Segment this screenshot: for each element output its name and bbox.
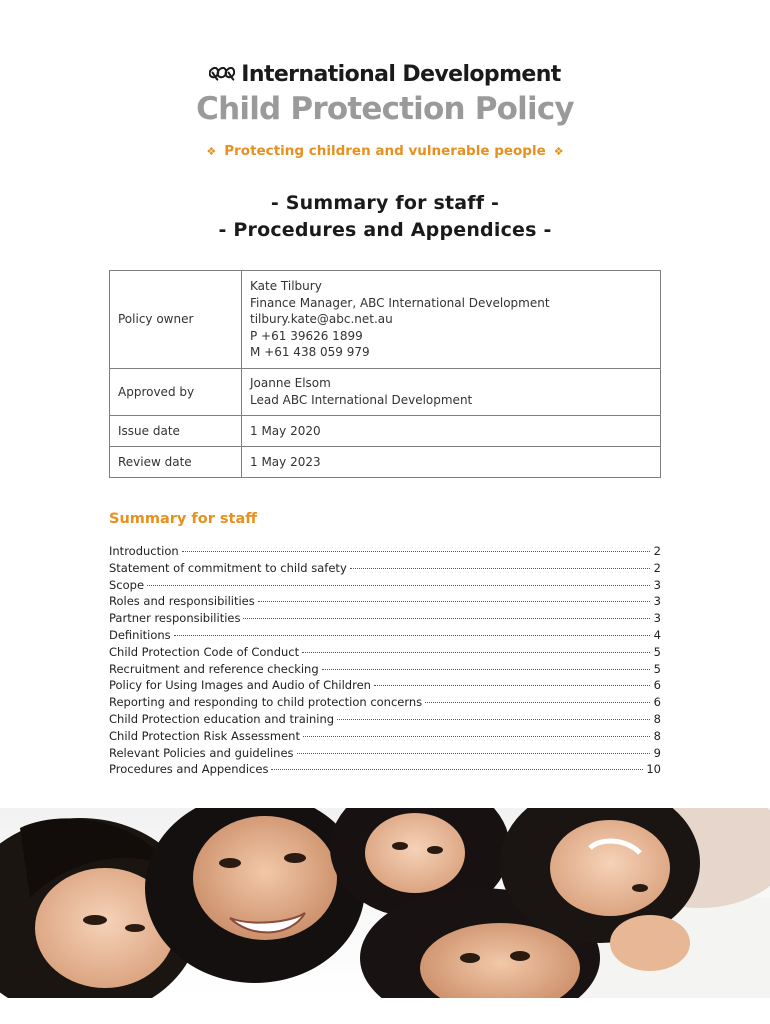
toc-item-label: Scope (109, 577, 145, 592)
owner-role: Finance Manager, ABC International Development (250, 295, 550, 310)
toc-item[interactable] (109, 611, 661, 628)
toc-item-label: Relevant Policies and guidelines (109, 745, 294, 760)
toc-leader-dots (258, 600, 650, 602)
owner-mobile: M +61 438 059 979 (250, 345, 370, 360)
toc-item[interactable] (109, 695, 661, 712)
policy-info-table (109, 270, 661, 478)
toc-item-page: 6 (653, 695, 661, 710)
toc-item-label: Definitions (109, 627, 171, 642)
toc-item-page: 8 (653, 711, 661, 726)
toc-leader-dots (243, 617, 650, 619)
approved-by-value (242, 369, 661, 416)
toc-item-label: Statement of commitment to child safety (109, 560, 347, 575)
abc-logo-icon (209, 67, 235, 83)
toc-item[interactable] (109, 561, 661, 578)
subtitle-summary: - Summary for staff - (270, 192, 500, 214)
document-header (0, 62, 770, 159)
document-title: Child Protection Policy (196, 91, 574, 127)
toc-item-label: Policy for Using Images and Audio of Children (109, 678, 371, 693)
review-date-value: 1 May 2023 (242, 447, 661, 478)
toc-item[interactable] (109, 678, 661, 695)
toc-item-page: 5 (653, 661, 661, 676)
tagline (206, 143, 563, 159)
toc-item[interactable] (109, 762, 661, 779)
owner-email: tilbury.kate@abc.net.au (250, 312, 393, 327)
toc-item-label: Introduction (109, 544, 179, 558)
toc-item[interactable] (109, 594, 661, 611)
review-date-label: Review date (110, 447, 242, 478)
toc-item-page: 2 (653, 560, 661, 575)
toc-item-label: Roles and responsibilities (109, 594, 255, 609)
toc-leader-dots (271, 768, 643, 770)
toc-item-page: 3 (653, 594, 661, 609)
toc-item-page: 6 (653, 678, 661, 693)
toc-item[interactable] (109, 746, 661, 763)
brand (209, 62, 560, 87)
toc-leader-dots (322, 668, 650, 670)
approved-by-label: Approved by (110, 369, 242, 416)
toc-leader-dots (374, 684, 650, 686)
toc-item[interactable] (109, 628, 661, 645)
table-row (110, 416, 661, 447)
toc-leader-dots (297, 752, 650, 754)
toc-item[interactable] (109, 712, 661, 729)
toc-leader-dots (350, 567, 650, 569)
toc-item[interactable] (109, 578, 661, 595)
owner-phone: P +61 39626 1899 (250, 328, 363, 343)
photo-illustration (0, 808, 770, 998)
diamond-bullet-icon: ❖ (553, 144, 564, 158)
toc-item-label: Child Protection Code of Conduct (109, 644, 300, 659)
diamond-bullet-icon: ❖ (206, 144, 217, 158)
issue-date-label: Issue date (110, 416, 242, 447)
table-row (110, 369, 661, 416)
toc-title: Summary for staff (109, 511, 257, 527)
toc-item-label: Child Protection Risk Assessment (109, 728, 300, 743)
toc-item-page: 3 (653, 577, 661, 592)
toc-item-page: 4 (653, 627, 661, 642)
toc-leader-dots (182, 550, 650, 552)
toc-item-label: Reporting and responding to child protection concerns (109, 695, 423, 710)
toc-leader-dots (302, 651, 650, 653)
table-row (110, 447, 661, 478)
toc-item-page: 8 (653, 728, 661, 743)
toc-item-page: 10 (646, 762, 661, 777)
toc-item[interactable] (109, 729, 661, 746)
toc-item-page: 5 (653, 644, 661, 659)
toc-leader-dots (337, 718, 650, 720)
table-row (110, 271, 661, 369)
table-of-contents (109, 544, 661, 779)
toc-leader-dots (147, 584, 650, 586)
toc-item-label: Recruitment and reference checking (109, 661, 319, 676)
policy-owner-label: Policy owner (110, 271, 242, 369)
brand-name: International Development (241, 62, 561, 87)
toc-item[interactable] (109, 662, 661, 679)
toc-item-page: 2 (653, 544, 661, 558)
tagline-text: Protecting children and vulnerable people (224, 143, 546, 159)
subtitle-procedures: - Procedures and Appendices - (218, 219, 552, 241)
approver-role: Lead ABC International Development (250, 393, 473, 407)
toc-item[interactable] (109, 544, 661, 561)
toc-item[interactable] (109, 645, 661, 662)
toc-leader-dots (425, 701, 650, 703)
issue-date-value: 1 May 2020 (242, 416, 661, 447)
toc-item-page: 9 (653, 745, 661, 760)
toc-item-label: Partner responsibilities (109, 611, 241, 626)
toc-item-label: Procedures and Appendices (109, 762, 269, 777)
children-group-photo (0, 808, 770, 998)
owner-name: Kate Tilbury (250, 279, 322, 294)
toc-leader-dots (303, 735, 650, 737)
toc-item-page: 3 (653, 611, 661, 626)
toc-leader-dots (174, 634, 650, 636)
toc-item-label: Child Protection education and training (109, 711, 335, 726)
approver-name: Joanne Elsom (250, 376, 331, 391)
policy-owner-value (242, 271, 661, 369)
